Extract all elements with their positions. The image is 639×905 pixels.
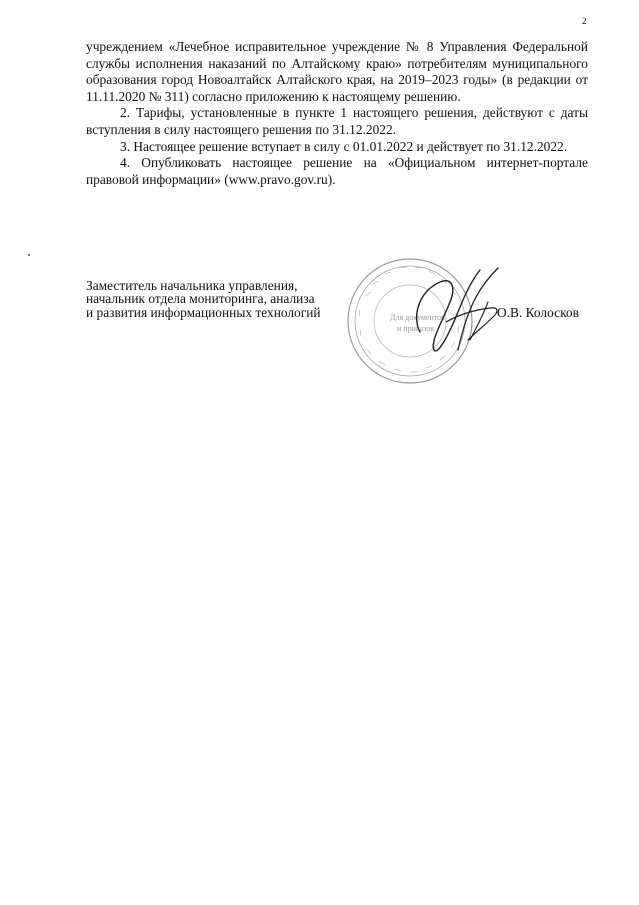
position-line: начальник отдела мониторинга, анализа	[86, 291, 315, 307]
paragraph-continuation: учреждением «Лечебное исправительное учреждение № 8 Управления Федеральной службы исполнения наказаний по Алтайскому краю» потребителям муниципального образования город Новоалтайск Алтайского края, на 2019–2023 годы» (в редакции от 11.11.2020 № 311) согласно приложению к настоящему решению.	[86, 39, 588, 104]
stamp-inner-text-2: и приказов	[397, 324, 435, 333]
paragraph-item-4: 4. Опубликовать настоящее решение на «Официальном интернет-портале правовой информации» (www.pravo.gov.ru).	[86, 155, 588, 187]
signatory-position	[86, 279, 321, 319]
stamp-inner-text: Для документов	[390, 313, 445, 322]
paragraph-item-3: 3. Настоящее решение вступает в силу с 01.01.2022 и действует по 31.12.2022.	[120, 138, 568, 154]
page-number: 2	[582, 16, 587, 26]
paragraph-item-2: 2. Тарифы, установленные в пункте 1 настоящего решения, действуют с даты вступления в силу настоящего решения по 31.12.2022.	[86, 105, 588, 137]
document-body	[86, 39, 588, 188]
position-line: и развития информационных технологий	[86, 304, 321, 320]
position-line: Заместитель начальника управления,	[86, 278, 298, 293]
handwritten-signature	[410, 262, 505, 362]
signatory-name: О.В. Колосков	[497, 305, 579, 320]
scan-speck	[28, 254, 30, 256]
